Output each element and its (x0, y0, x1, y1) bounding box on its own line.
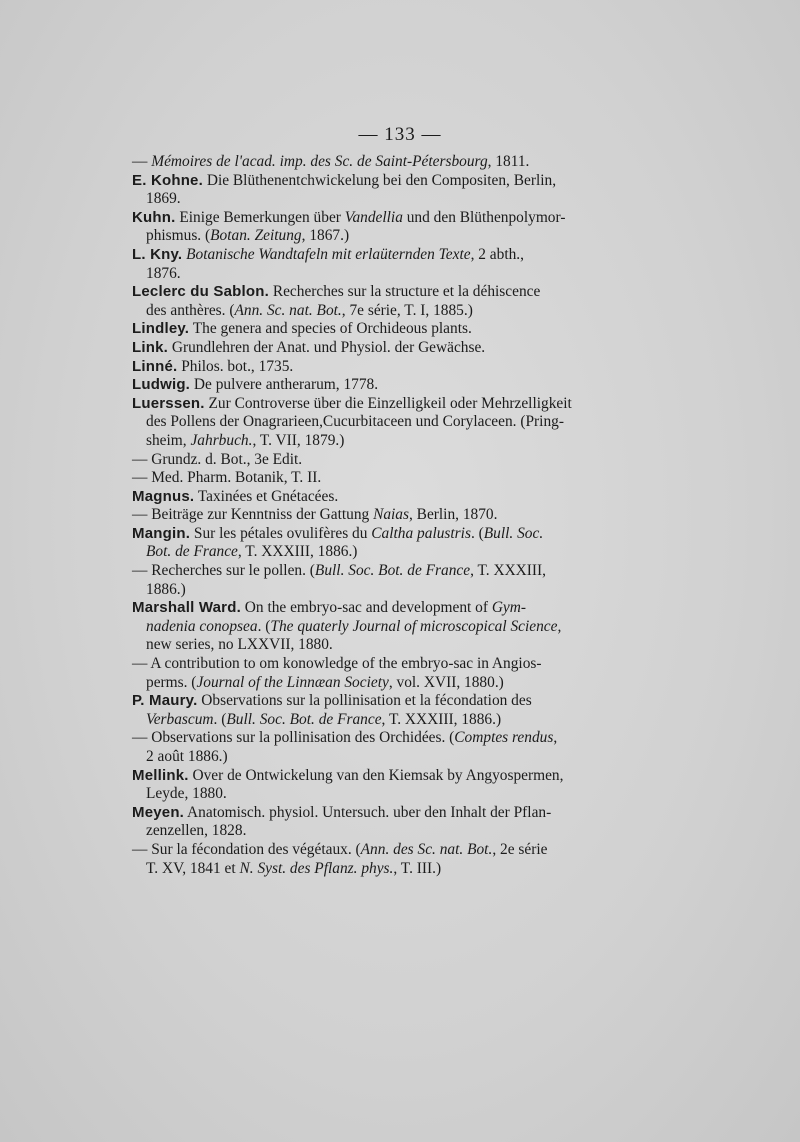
entry-author: Magnus. (132, 487, 195, 505)
entry-text: — Grundz. d. Bot., 3e Edit. (132, 450, 303, 468)
entry-text: . ( (257, 617, 271, 635)
entry-line (132, 841, 598, 860)
entry-author: Mangin. (132, 524, 191, 542)
bibliography-entry (132, 506, 598, 525)
entry-title-italic: Ann. des Sc. nat. Bot. (360, 840, 493, 858)
entry-text: Grundlehren der Anat. und Physiol. der Gewächse. (168, 338, 486, 356)
entry-line (132, 674, 598, 693)
entry-title-italic: Verbascum (146, 710, 214, 728)
entry-text: . ( (470, 524, 484, 542)
entry-line (132, 320, 598, 339)
entry-text: Taxinées et Gnétacées. (194, 487, 339, 505)
entry-title-italic: Gym- (491, 599, 526, 617)
bibliography-entry (132, 841, 598, 878)
entry-text: , vol. XVII, 1880.) (388, 673, 504, 691)
entry-author: Meyen. (132, 803, 185, 821)
bibliography-entry (132, 655, 598, 692)
entry-line (132, 283, 598, 302)
entry-line (132, 190, 598, 209)
entry-line (132, 451, 598, 470)
entry-text: — Observations sur la pollinisation des Orchidées. ( (132, 729, 455, 747)
entry-line (132, 636, 598, 655)
entry-line (132, 581, 598, 600)
entry-author: P. Maury. (132, 692, 198, 710)
entry-author: Linné. (132, 357, 178, 375)
entry-text: 1886.) (146, 580, 186, 598)
entry-text: , (553, 729, 558, 747)
bibliography-entry (132, 451, 598, 470)
entry-author: Marshall Ward. (132, 599, 241, 617)
entry-text: , T. XXXIII, 1886.) (237, 543, 358, 561)
entry-author: Mellink. (132, 766, 189, 784)
entry-line (132, 618, 598, 637)
entry-author: Ludwig. (132, 376, 191, 394)
entry-line (132, 469, 598, 488)
entry-text: , 1811. (487, 153, 530, 170)
entry-text: — Med. Pharm. Botanik, T. II. (132, 469, 322, 487)
entry-line (132, 655, 598, 674)
entry-text: — (132, 153, 152, 170)
entry-title-italic: Mémoires de l'acad. imp. des Sc. de Saint-Pétersbourg (151, 153, 488, 170)
entry-text: The genera and species of Orchideous plants. (189, 320, 472, 338)
entry-text: zenzellen, 1828. (146, 822, 247, 840)
entry-text: 2 août 1886.) (146, 748, 228, 765)
entry-title-italic: Botanische Wandtafeln mit erlaüternden Texte (186, 245, 471, 263)
bibliography-entry (132, 562, 598, 599)
entry-line (132, 413, 598, 432)
entry-line (132, 860, 598, 879)
entry-line (132, 748, 598, 767)
entry-text: Philos. bot., 1735. (177, 357, 294, 375)
entry-line (132, 804, 598, 823)
entry-text: T. XV, 1841 et (146, 859, 240, 877)
entry-text: , 1867.) (301, 227, 350, 245)
entry-text: De pulvere antherarum, 1778. (190, 376, 379, 394)
bibliography-entry (132, 729, 598, 766)
entry-title-italic: Bull. Soc. Bot. de France (314, 562, 471, 580)
entry-text: On the embryo-sac and development of (240, 599, 492, 617)
entry-text: 1876. (146, 264, 181, 282)
entry-line (132, 729, 598, 748)
entry-text: , 7e série, T. I, 1885.) (341, 301, 473, 319)
bibliography-entry (132, 283, 598, 320)
entry-text: — Sur la fécondation des végétaux. ( (132, 840, 361, 858)
entry-title-italic: Journal of the Linnæan Society (196, 673, 389, 691)
entry-author: Leclerc du Sablon. (132, 283, 269, 301)
entry-title-italic: Bull. Soc. Bot. de France (226, 710, 382, 728)
entry-line (132, 339, 598, 358)
entry-line (132, 543, 598, 562)
bibliography-entry (132, 395, 598, 451)
entry-title-italic: Ann. Sc. nat. Bot. (234, 301, 342, 319)
entry-text: , 2 abth., (470, 245, 524, 263)
entry-line (132, 265, 598, 284)
entry-title-italic: The quaterly Journal of microscopical Science, (270, 617, 562, 635)
entry-line (132, 395, 598, 414)
entry-text: phismus. ( (146, 227, 211, 245)
bibliography-entry (132, 469, 598, 488)
entry-line (132, 599, 598, 618)
entry-author: Luerssen. (132, 394, 205, 412)
entry-line (132, 376, 598, 395)
entry-text: , Berlin, 1870. (408, 506, 498, 524)
entry-title-italic: nadenia conopsea (146, 617, 258, 635)
entry-text: . ( (213, 710, 227, 728)
entry-title-italic: Vandellia (344, 208, 403, 226)
bibliography-entry (132, 246, 598, 283)
bibliography-entry (132, 599, 598, 655)
entry-line (132, 692, 598, 711)
bibliography-list (132, 153, 598, 878)
entry-line (132, 767, 598, 786)
entry-text: Zur Controverse über die Einzelligkeil oder Mehrzelligkeit (204, 394, 572, 412)
entry-text: Recherches sur la structure et la déhiscence (268, 283, 541, 301)
entry-text: 1869. (146, 190, 181, 208)
entry-text: new series, no LXXVII, 1880. (146, 636, 333, 654)
entry-text: Observations sur la pollinisation et la fécondation des (197, 692, 532, 710)
bibliography-entry (132, 153, 598, 172)
entry-text: Sur les pétales ovulifères du (190, 524, 372, 542)
bibliography-entry (132, 376, 598, 395)
entry-author: Link. (132, 338, 169, 356)
entry-author: Lindley. (132, 320, 190, 338)
entry-title-italic: Bull. Soc. (483, 524, 544, 542)
entry-text: des Pollens der Onagrarieen,Cucurbitaceen und Corylaceen. (Pring- (146, 413, 564, 431)
entry-line (132, 209, 598, 228)
entry-text: — Beiträge zur Kenntniss der Gattung (132, 506, 374, 524)
entry-line (132, 785, 598, 804)
bibliography-entry (132, 804, 598, 841)
entry-text: Anatomisch. physiol. Untersuch. uber den Inhalt der Pflan- (184, 803, 552, 821)
entry-title-italic: Naias (373, 506, 409, 524)
bibliography-entry (132, 525, 598, 562)
entry-title-italic: Comptes rendus (454, 729, 554, 747)
entry-line (132, 562, 598, 581)
entry-line (132, 172, 598, 191)
entry-text: Einige Bemerkungen über (175, 208, 345, 226)
entry-text: perms. ( (146, 673, 197, 691)
bibliography-entry (132, 320, 598, 339)
entry-line (132, 506, 598, 525)
bibliography-entry (132, 692, 598, 729)
entry-line (132, 711, 598, 730)
entry-author: E. Kohne. (132, 171, 203, 189)
entry-line (132, 302, 598, 321)
entry-line (132, 153, 598, 172)
entry-text: — Recherches sur le pollen. ( (132, 562, 315, 580)
bibliography-entry (132, 488, 598, 507)
entry-title-italic: Jahrbuch. (190, 431, 253, 449)
entry-line (132, 432, 598, 451)
entry-text: Die Blüthenentchwickelung bei den Compositen, Berlin, (202, 171, 557, 189)
entry-author: L. Kny. (132, 245, 183, 263)
entry-author: Kuhn. (132, 208, 176, 226)
entry-line (132, 488, 598, 507)
entry-text: — A contribution to om konowledge of the embryo-sac in Angios- (132, 655, 542, 673)
entry-text: des anthères. ( (146, 301, 235, 319)
entry-text: Over de Ontwickelung van den Kiemsak by Angyospermen, (188, 766, 564, 784)
entry-text: , T. VII, 1879.) (252, 431, 345, 449)
entry-line (132, 246, 598, 265)
page-number: — 133 — (358, 124, 442, 145)
entry-title-italic: Bot. de France (146, 543, 238, 561)
entry-line (132, 822, 598, 841)
bibliography-entry (132, 767, 598, 804)
bibliography-entry (132, 358, 598, 377)
entry-text: sheim, (146, 431, 191, 449)
entry-title-italic: Botan. Zeitung (210, 227, 302, 245)
entry-text: , T. XXXIII, (470, 562, 547, 580)
entry-text: , 2e série (492, 840, 548, 858)
bibliography-entry (132, 209, 598, 246)
entry-text: und den Blüthenpolymor- (402, 208, 566, 226)
entry-text: , T. XXXIII, 1886.) (381, 710, 502, 728)
entry-line (132, 525, 598, 544)
entry-line (132, 227, 598, 246)
entry-text: Leyde, 1880. (146, 785, 227, 803)
entry-text: , T. III.) (393, 859, 442, 877)
entry-line (132, 358, 598, 377)
bibliography-entry (132, 339, 598, 358)
entry-title-italic: Caltha palustris (371, 524, 471, 542)
entry-title-italic: N. Syst. des Pflanz. phys. (239, 859, 394, 877)
bibliography-entry (132, 172, 598, 209)
